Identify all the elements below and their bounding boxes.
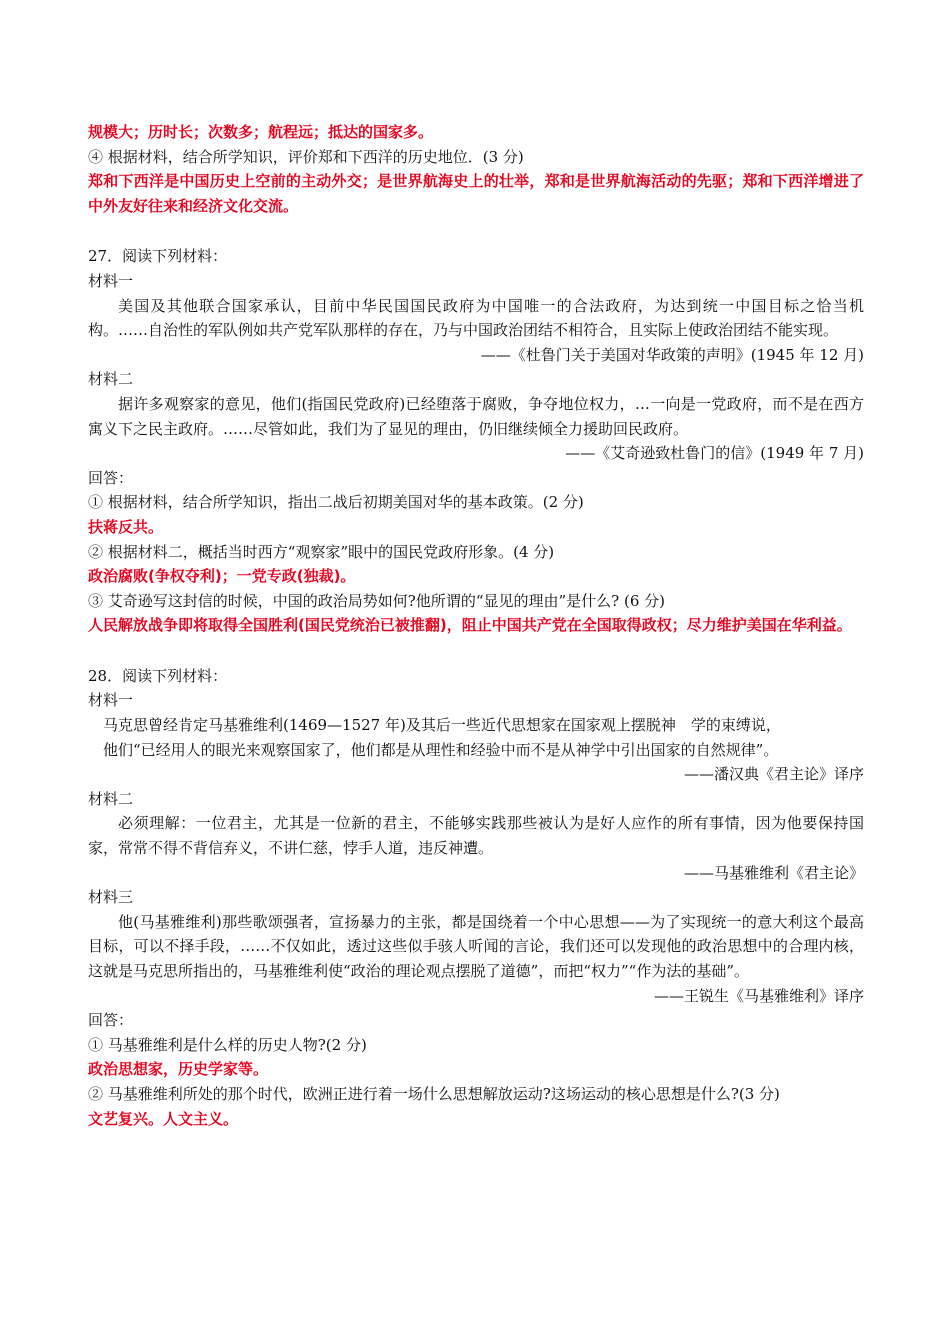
material-source: ——《杜鲁门关于美国对华政策的声明》(1945 年 12 月) <box>480 345 864 364</box>
material-label: 材料二 <box>88 370 134 389</box>
question-text: ② 根据材料二，概括当时西方“观察家”眼中的国民党政府形象。(4 分) <box>88 542 555 561</box>
material-source: ——《艾奇逊致杜鲁门的信》(1949 年 7 月) <box>565 444 864 463</box>
material-text: 他们“已经用人的眼光来观察国家了，他们都是从理性和经验中而不是从神学中引出国家的自然规律”。 <box>103 740 779 759</box>
reply-label: 回答： <box>88 468 134 487</box>
question-text: ④ 根据材料，结合所学知识，评价郑和下西洋的历史地位．(3 分) <box>88 147 524 166</box>
answer-text: 文艺复兴。人文主义。 <box>88 1109 239 1128</box>
material-source: ——马基雅维利《君主论》 <box>683 863 864 882</box>
question-title: 27．阅读下列材料： <box>88 247 228 266</box>
question-title: 28．阅读下列材料： <box>88 666 228 685</box>
material-label: 材料二 <box>88 789 134 808</box>
material-label: 材料一 <box>88 271 134 290</box>
question-text: ② 马基雅维利所处的那个时代，欧洲正进行着一场什么思想解放运动?这场运动的核心思想是什么?(3 分) <box>88 1084 780 1103</box>
question-text: ③ 艾奇逊写这封信的时候，中国的政治局势如何?他所谓的“显见的理由”是什么? (6 分) <box>88 591 665 610</box>
answer-text: 人民解放战争即将取得全国胜利(国民党统治已被推翻)，阻止中国共产党在全国取得政权；尽力维护美国在华利益。 <box>88 616 852 635</box>
question-text: ① 马基雅维利是什么样的历史人物?(2 分) <box>88 1035 367 1054</box>
material-text: 美国及其他联合国家承认，目前中华民国国民政府为中国唯一的合法政府，为达到统一中国目标之恰当机构。……自治性的军队例如共产党军队那样的存在，乃与中国政治团结不相符合，且实际上使政治团结不能实现。 <box>88 296 864 340</box>
question-text: ① 根据材料，结合所学知识，指出二战后初期美国对华的基本政策。(2 分) <box>88 493 584 512</box>
question-28 <box>88 664 864 1131</box>
answer-text: 扶蒋反共。 <box>88 517 164 536</box>
answer-text: 规模大；历时长；次数多；航程远；抵达的国家多。 <box>88 123 434 141</box>
answer-text: 政治思想家，历史学家等。 <box>88 1060 269 1079</box>
material-label: 材料一 <box>88 691 134 710</box>
material-source: ——潘汉典《君主论》译序 <box>683 765 864 784</box>
material-text: 马克思曾经肯定马基雅维利(1469—1527 年)及其后一些近代思想家在国家观上摆脱神 学的束缚说， <box>103 716 781 735</box>
material-source: ——王锐生《马基雅维利》译序 <box>653 986 864 1005</box>
material-text: 据许多观察家的意见，他们(指国民党政府)已经堕落于腐败，争夺地位权力，…一向是一党政府，而不是在西方寓义下之民主政府。……尽管如此，我们为了显见的理由，仍旧继续倾全力援助回民政府。 <box>88 394 864 438</box>
reply-label: 回答： <box>88 1011 134 1030</box>
document-page <box>88 120 864 1131</box>
question-27 <box>88 244 864 638</box>
material-text: 必须理解：一位君主，尤其是一位新的君主，不能够实践那些被认为是好人应作的所有事情，因为他要保持国家，常常不得不背信弃义，不讲仁慈，悖手人道，违反神遭。 <box>88 814 864 858</box>
answer-text: 郑和下西洋是中国历史上空前的主动外交；是世界航海史上的壮举，郑和是世界航海活动的先驱；郑和下西洋增进了中外友好往来和经济文化交流。 <box>88 172 864 215</box>
material-label: 材料三 <box>88 888 134 907</box>
answer-text: 政治腐败(争权夺利)；一党专政(独裁)。 <box>88 567 356 586</box>
material-text: 他(马基雅维利)那些歌颂强者，宣扬暴力的主张，都是国绕着一个中心思想——为了实现统一的意大利这个最高目标，可以不择手段，……不仅如此，透过这些似手骇人听闻的言论，我们还可以发现他的政治思想中的合理内核，这就是马克思所指出的，马基雅维利使“政治的理论观点摆脱了道德”，而把“权力”“作为法的基础”。 <box>88 912 864 980</box>
